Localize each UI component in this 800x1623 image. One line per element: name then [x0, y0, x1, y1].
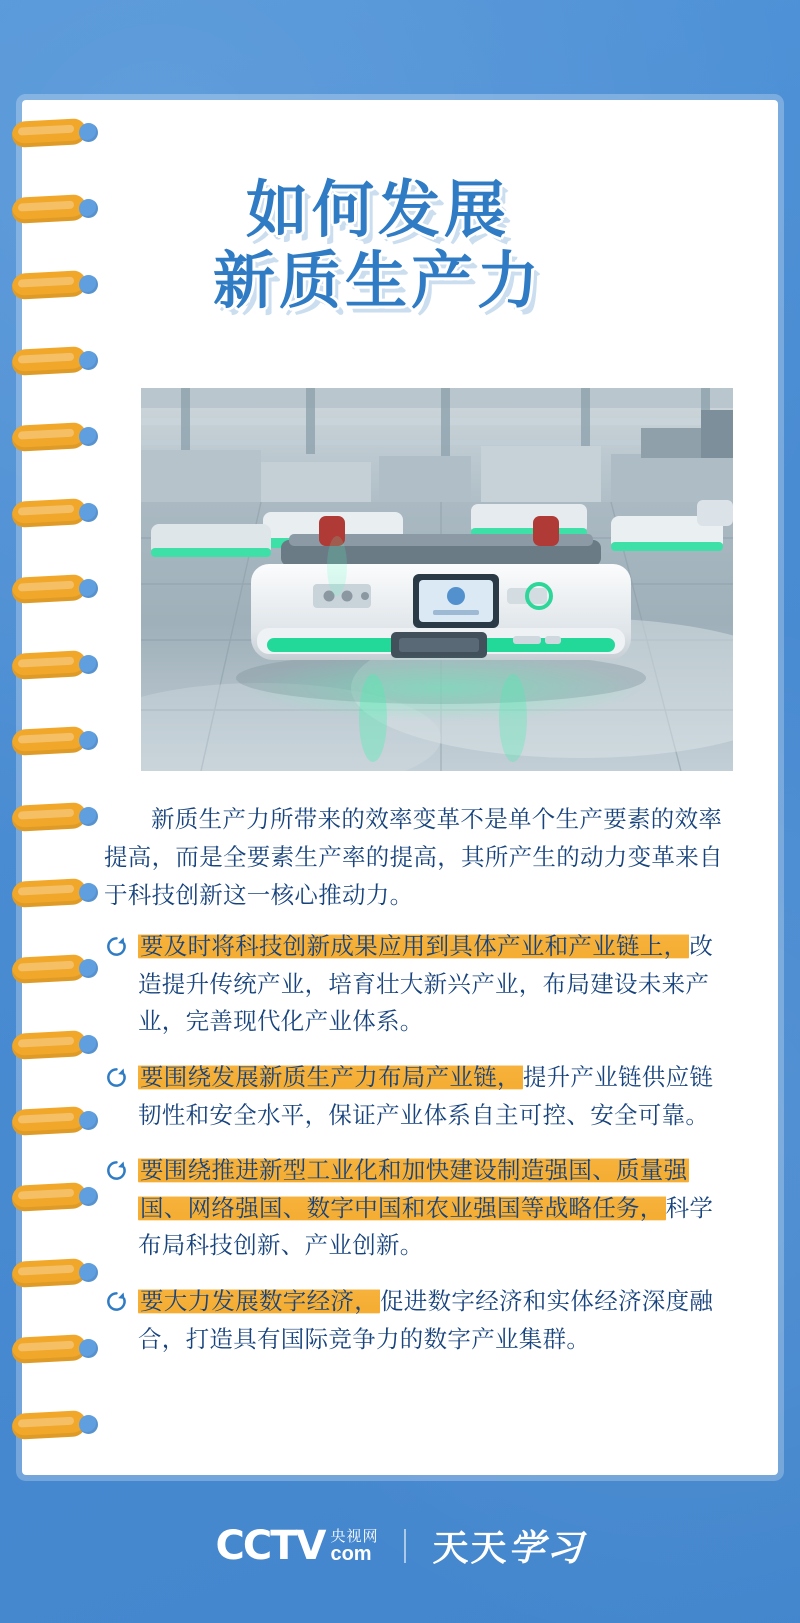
list-item-rest: 提升产业链供应链韧性和安全水平，保证产业体系自主可控、安全可靠。 — [138, 1062, 714, 1129]
binding-ring — [12, 1336, 98, 1362]
binding-ring — [12, 196, 98, 222]
footer-divider — [404, 1529, 406, 1563]
cctv-logo — [215, 1522, 379, 1569]
cctv-wordmark: CCTV — [215, 1522, 325, 1569]
list-item-highlight: 要围绕发展新质生产力布局产业链， — [140, 1062, 521, 1091]
binding-ring — [12, 804, 98, 830]
binding-ring — [12, 1412, 98, 1438]
binding-ring — [12, 424, 98, 450]
binding-ring — [12, 120, 98, 146]
list-item-rest: 促进数字经济和实体经济深度融合，打造具有国际竞争力的数字产业集群。 — [138, 1286, 714, 1353]
binding-ring — [12, 1184, 98, 1210]
binding-ring — [12, 1032, 98, 1058]
binding-ring — [12, 1260, 98, 1286]
cctv-chinese-name: 央视网 — [330, 1526, 379, 1545]
binding-ring — [12, 652, 98, 678]
cctv-domain-suffix: com — [330, 1542, 372, 1565]
binding-ring — [12, 576, 98, 602]
list-item-highlight: 要围绕推进新型工业化和加快建设制造强国、质量强国、网络强国、数字中国和农业强国等战略任务， — [140, 1156, 688, 1222]
list-item — [104, 1283, 734, 1358]
binding-ring — [12, 1108, 98, 1134]
list-item-rest: 改造提升传统产业，培育壮大新兴产业，布局建设未来产业，完善现代化产业体系。 — [138, 932, 714, 1036]
binding-ring — [12, 956, 98, 982]
intro-paragraph: 新质生产力所带来的效率变革不是单个生产要素的效率提高，而是全要素生产率的提高，其所产生的动力变革来自于科技创新这一核心推动力。 — [104, 805, 723, 910]
binding-ring — [12, 728, 98, 754]
list-item — [104, 1059, 734, 1134]
list-item — [104, 1152, 734, 1265]
brand-text-2: 学习 — [508, 1528, 585, 1569]
spiral-binding — [0, 120, 110, 1450]
brand-text-1: 天天 — [432, 1528, 509, 1569]
binding-ring — [12, 500, 98, 526]
article-body — [104, 800, 734, 1376]
factory-agv-photo — [141, 388, 733, 771]
title-line-1: 如何发展 — [245, 173, 510, 246]
footer-logos — [0, 1520, 800, 1571]
brand-logo — [432, 1520, 584, 1571]
title-line-2: 新质生产力 — [212, 244, 543, 318]
binding-ring — [12, 272, 98, 298]
page-title — [0, 175, 756, 316]
list-item — [104, 928, 734, 1041]
binding-ring — [12, 348, 98, 374]
list-item-highlight: 要大力发展数字经济， — [140, 1286, 378, 1315]
list-item-rest: 科学布局科技创新、产业创新。 — [138, 1193, 714, 1260]
list-item-highlight: 要及时将科技创新成果应用到具体产业和产业链上， — [140, 932, 688, 961]
binding-ring — [12, 880, 98, 906]
